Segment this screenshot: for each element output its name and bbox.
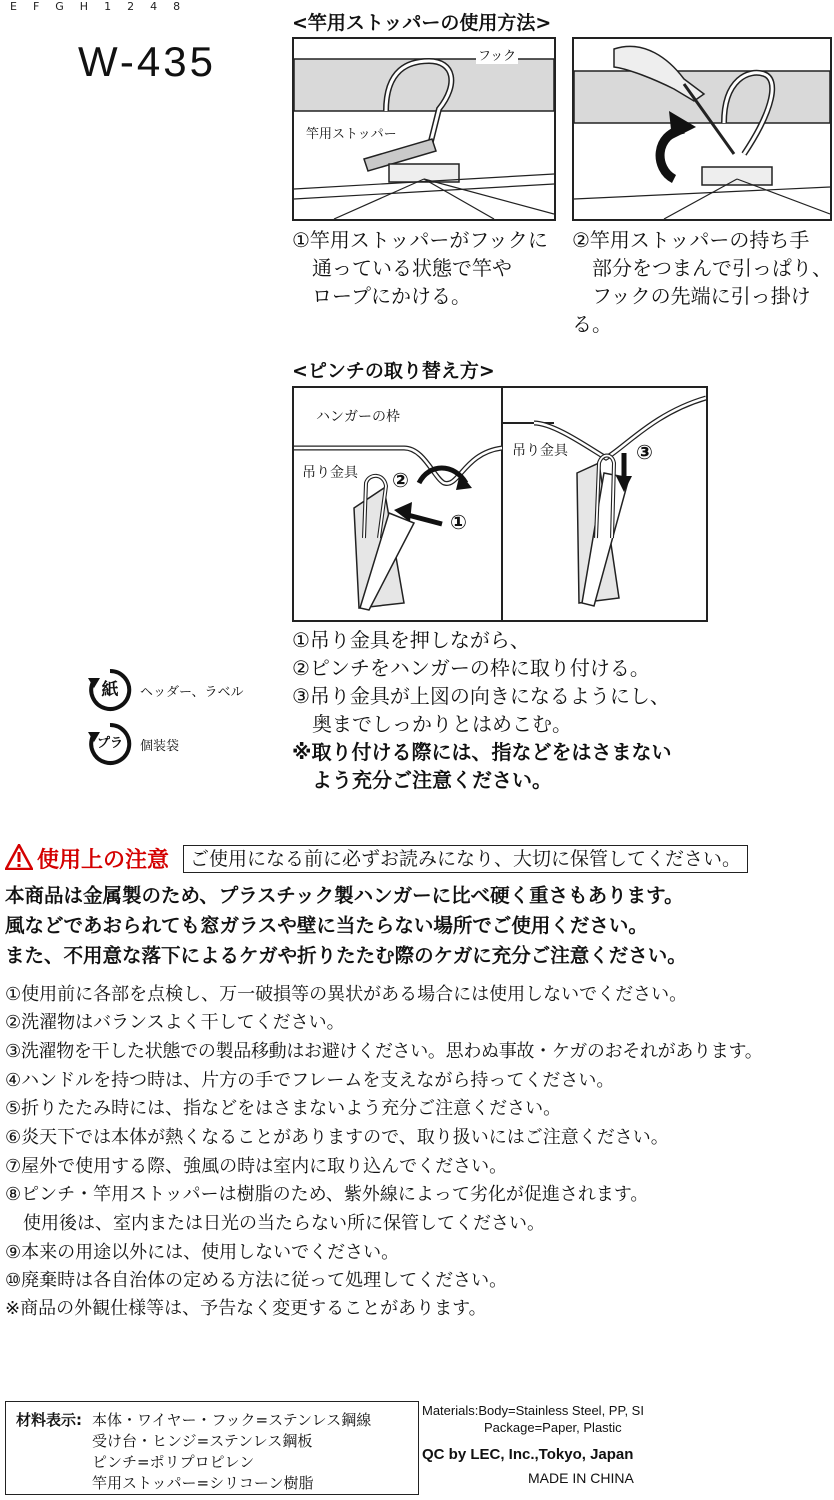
pinch-section-title: <ピンチの取り替え方> [292, 360, 495, 382]
caution-note: ⑦屋外で使用する際、強風の時は室内に取り込んでください。 [5, 1156, 508, 1177]
pinch-step: ①吊り金具を押しながら、 [292, 628, 530, 652]
caution-read-first: ご使用になる前に必ずお読みになり、大切に保管してください。 [183, 845, 748, 873]
caution-note: ⑧ピンチ・竿用ストッパーは樹脂のため、紫外線によって劣化が促進されます。 [5, 1184, 649, 1205]
caution-note: ④ハンドルを持つ時は、片方の手でフレームを支えながら持ってください。 [5, 1070, 615, 1091]
barcode-number: EFGH1248 [10, 0, 197, 13]
stopper-illustration-1 [292, 37, 556, 221]
caution-note: ※商品の外観仕様等は、予告なく変更することがあります。 [5, 1298, 487, 1319]
materials-line: 受け台・ヒンジ=ステンレス鋼板 [92, 1432, 313, 1450]
stopper-diagram-2 [574, 39, 830, 219]
model-number: W-435 [78, 38, 216, 85]
caution-note: ③洗濯物を干した状態での製品移動はお避けください。思わぬ事故・ケガのおそれがあります。 [5, 1041, 763, 1062]
caution-note: ⑩廃棄時は各自治体の定める方法に従って処理してください。 [5, 1270, 508, 1291]
step-number-2: ② [392, 468, 409, 492]
caution-note: ⑥炎天下では本体が熱くなることがありますので、取り扱いにはご注意ください。 [5, 1127, 669, 1148]
step-number-1: ① [450, 510, 467, 534]
bracket-label-left: 吊り金具 [300, 462, 360, 482]
caution-warning: 本商品は金属製のため、プラスチック製ハンガーに比べ硬く重さもあります。 [5, 884, 684, 907]
caution-note: ②洗濯物はバランスよく干してください。 [5, 1012, 345, 1033]
stopper-step-1: ①竿用ストッパーがフックに 通っている状態で竿や ロープにかける。 [292, 228, 548, 308]
paper-recycle [88, 668, 243, 712]
plastic-recycle-label: 個装袋 [140, 738, 180, 754]
company-name: QC by LEC, Inc.,Tokyo, Japan [422, 1446, 634, 1463]
stopper-illustration-2 [572, 37, 832, 221]
materials-line: 本体・ワイヤー・フック=ステンレス鋼線 [92, 1411, 372, 1429]
pinch-warning: ※取り付ける際には、指などをはさまない よう充分ご注意ください。 [292, 740, 672, 792]
paper-recycle-icon [88, 668, 132, 712]
caution-warning: また、不用意な落下によるケガや折りたたむ際のケガに充分ご注意ください。 [5, 944, 687, 967]
materials-box [5, 1401, 419, 1495]
caution-header [5, 843, 748, 874]
plastic-recycle [88, 722, 179, 766]
plastic-mark: プラ [96, 736, 123, 751]
materials-label: 材料表示: [16, 1411, 82, 1429]
hook-label: フック [476, 45, 518, 64]
pinch-step: 奥までしっかりとはめこむ。 [292, 712, 572, 736]
paper-mark: 紙 [101, 680, 119, 700]
caution-note: 使用後は、室内または日光の当たらない所に保管してください。 [5, 1213, 545, 1234]
pinch-step: ②ピンチをハンガーの枠に取り付ける。 [292, 656, 650, 680]
materials-line: ピンチ=ポリプロピレン [92, 1453, 255, 1471]
pinch-illustration [292, 386, 708, 622]
materials-list [92, 1410, 371, 1494]
materials-english-2: Package=Paper, Plastic [484, 1420, 622, 1435]
step-number-3: ③ [636, 440, 653, 464]
caution-note: ⑤折りたたみ時には、指などをはさまないよう充分ご注意ください。 [5, 1098, 562, 1119]
materials-line: 竿用ストッパー=シリコーン樹脂 [92, 1474, 314, 1492]
materials-english-1: Materials:Body=Stainless Steel, PP, SI [422, 1403, 644, 1418]
plastic-recycle-icon [88, 722, 132, 766]
stopper-step-2: ②竿用ストッパーの持ち手 部分をつまんで引っぱり、 フックの先端に引っ掛ける。 [572, 228, 832, 336]
hanger-frame-label: ハンガーの枠 [314, 406, 402, 426]
bracket-label-right: 吊り金具 [510, 440, 570, 460]
made-in: MADE IN CHINA [528, 1470, 634, 1486]
pinch-step: ③吊り金具が上図の向きになるようにし、 [292, 684, 670, 708]
stopper-section-title: <竿用ストッパーの使用方法> [292, 12, 552, 34]
caution-note: ①使用前に各部を点検し、万一破損等の異状がある場合には使用しないでください。 [5, 984, 688, 1005]
warning-icon [5, 844, 33, 874]
pinch-steps [292, 626, 671, 794]
paper-recycle-label: ヘッダー、ラベル [140, 684, 244, 700]
caution-warning: 風などであおられても窓ガラスや壁に当たらない場所でご使用ください。 [5, 914, 648, 937]
stopper-label: 竿用ストッパー [304, 123, 399, 142]
caution-title: 使用上の注意 [37, 848, 170, 873]
caution-note: ⑨本来の用途以外には、使用しないでください。 [5, 1242, 400, 1263]
